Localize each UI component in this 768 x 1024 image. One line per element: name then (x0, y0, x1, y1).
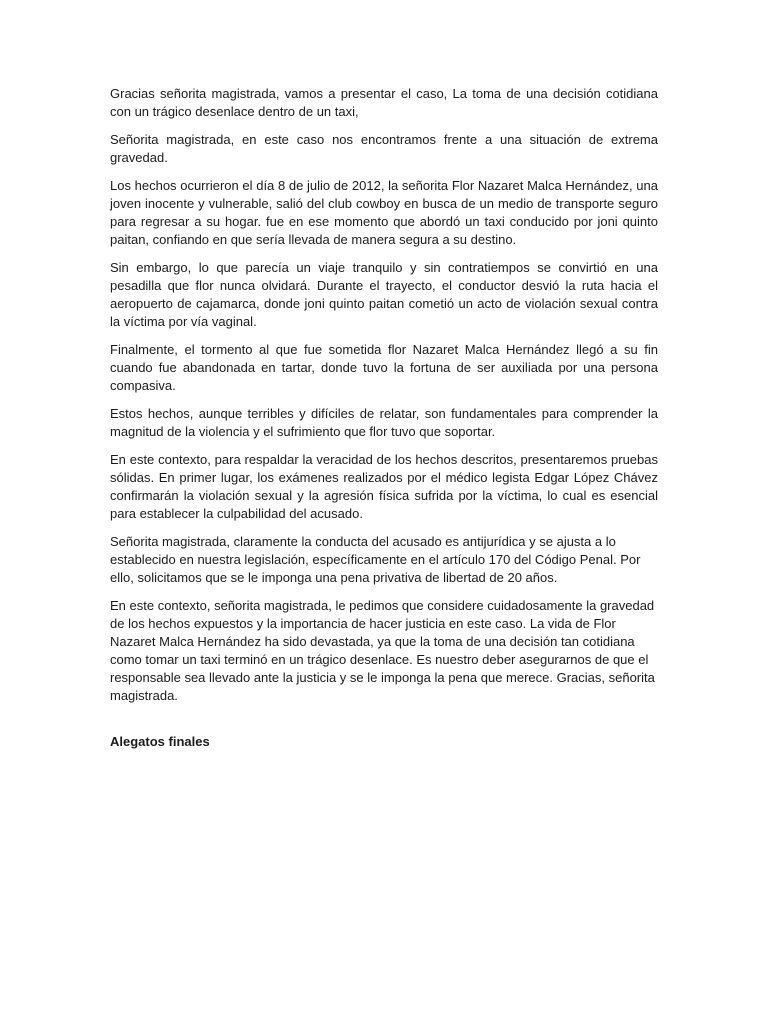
document-body (110, 85, 658, 751)
paragraph-incident: Sin embargo, lo que parecía un viaje tranquilo y sin contratiempos se convirtió en una pesadilla que flor nunca olvidará. Durante el trayecto, el conductor desvió la ruta hacia el aeropuerto de cajamarca, donde joni quinto paitan cometió un acto de violación sexual contra la víctima por vía vaginal. (110, 260, 658, 329)
paragraph-significance: Estos hechos, aunque terribles y difíciles de relatar, son fundamentales para comprender la magnitud de la violencia y el sufrimiento que flor tuvo que soportar. (110, 406, 658, 439)
paragraph-evidence: En este contexto, para respaldar la veracidad de los hechos descritos, presentaremos pruebas sólidas. En primer lugar, los exámenes realizados por el médico legista Edgar López Chávez confirmarán la violación sexual y la agresión física sufrida por la víctima, lo cual es esencial para establecer la culpabilidad del acusado. (110, 452, 658, 521)
paragraph-facts: Los hechos ocurrieron el día 8 de julio de 2012, la señorita Flor Nazaret Malca Hernández, una joven inocente y vulnerable, salió del club cowboy en busca de un medio de transporte seguro para regresar a su hogar. fue en ese momento que abordó un taxi conducido por joni quinto paitan, confiando en que sería llevada de manera segura a su destino. (110, 178, 658, 247)
paragraph-gravity: Señorita magistrada, en este caso nos encontramos frente a una situación de extrema gravedad. (110, 132, 658, 165)
paragraph-closing: En este contexto, señorita magistrada, le pedimos que considere cuidadosamente la gravedad de los hechos expuestos y la importancia de hacer justicia en este caso. La vida de Flor Nazaret Malca Hernández ha sido devastada, ya que la toma de una decisión tan cotidiana como tomar un taxi terminó en un trágico desenlace. Es nuestro deber asegurarnos de que el responsable sea llevado ante la justicia y se le imponga la pena que merece. Gracias, señorita magistrada. (110, 598, 655, 703)
paragraph-abandonment: Finalmente, el tormento al que fue sometida flor Nazaret Malca Hernández llegó a su fin cuando fue abandonada en tartar, donde tuvo la fortuna de ser auxiliada por una persona compasiva. (110, 342, 658, 393)
section-heading: Alegatos finales (110, 734, 210, 749)
paragraph-legal-basis: Señorita magistrada, claramente la conducta del acusado es antijurídica y se ajusta a lo establecido en nuestra legislación, específicamente en el artículo 170 del Código Penal. Por ello, solicitamos que se le imponga una pena privativa de libertad de 20 años. (110, 534, 641, 585)
paragraph-intro: Gracias señorita magistrada, vamos a presentar el caso, La toma de una decisión cotidiana con un trágico desenlace dentro de un taxi, (110, 86, 658, 119)
